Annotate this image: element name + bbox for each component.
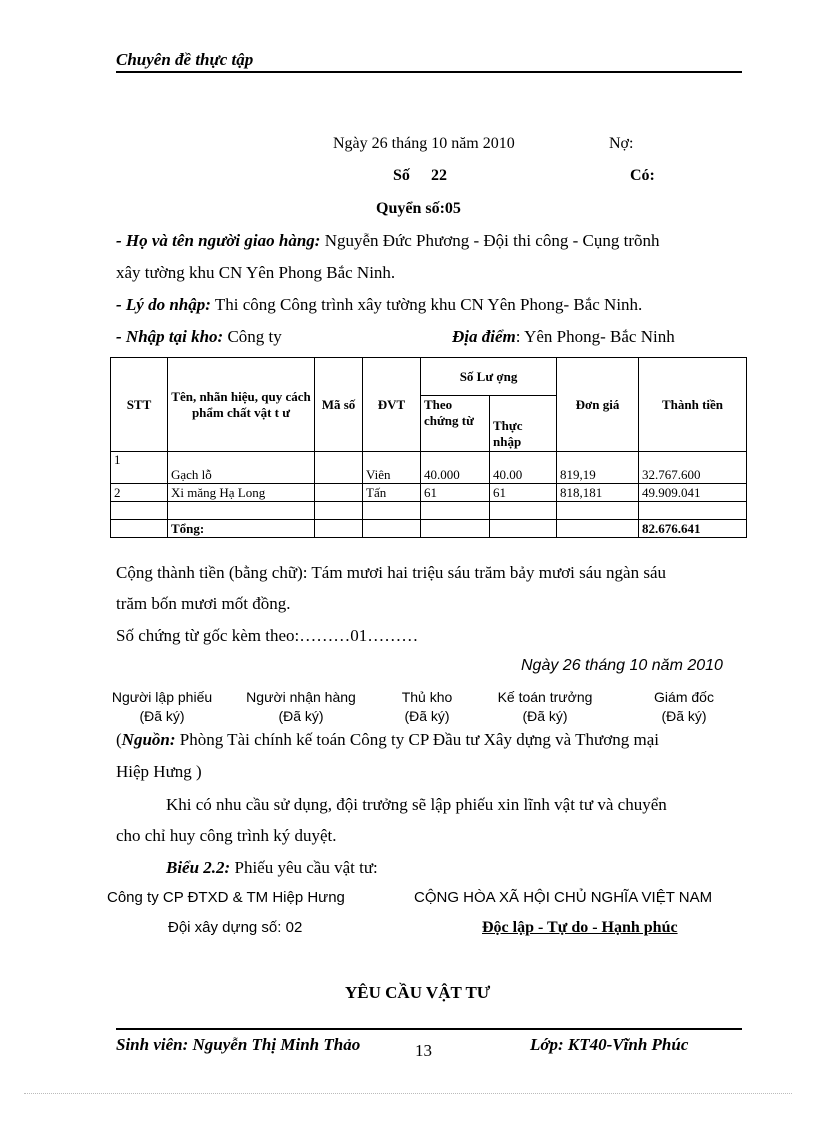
request-title: YÊU CẦU VẬT TƯ <box>345 983 491 1002</box>
col-amount: Thành tiền <box>639 358 747 452</box>
cell-price: 818,181 <box>557 484 639 502</box>
sign-date: Ngày 26 tháng 10 năm 2010 <box>521 657 723 674</box>
receipt-date: Ngày 26 tháng 10 năm 2010 <box>333 135 515 152</box>
cell-qty-doc: 40.000 <box>421 452 490 484</box>
header-rule <box>116 71 742 73</box>
debit-label: Nợ: <box>609 135 634 152</box>
col-name: Tên, nhãn hiệu, quy cách phẩm chất vật t ư <box>168 358 315 452</box>
table-row-empty <box>111 502 747 520</box>
col-code: Mã số <box>315 358 363 452</box>
deliverer-label: - Họ và tên người giao hàng: <box>116 231 321 250</box>
figure-text: Phiếu yêu cầu vật tư: <box>230 858 378 877</box>
signature-chief-accountant <box>486 688 604 726</box>
book-number: Quyển số:05 <box>376 200 461 217</box>
cell-amount: 49.909.041 <box>639 484 747 502</box>
col-qty-doc: Theo chứng từ <box>421 396 490 452</box>
receipt-table <box>110 357 747 538</box>
cell-name: Gạch lỗ <box>168 452 315 484</box>
signature-role: Kế toán trưởng <box>497 689 593 705</box>
credit-label: Có: <box>630 167 655 184</box>
body-paragraph-2: cho chỉ huy công trình ký duyệt. <box>116 826 337 845</box>
warehouse-line <box>116 327 282 347</box>
body-paragraph-1: Khi có nhu cầu sử dụng, đội trưởng sẽ lập phiếu xin lĩnh vật tư và chuyển <box>166 795 667 814</box>
receipt-number-value: 22 <box>431 167 447 184</box>
table-row <box>111 452 747 484</box>
source-text: Phòng Tài chính kế toán Công ty CP Đầu tư Xây dựng và Thương mại <box>175 730 660 749</box>
location-line <box>452 327 675 347</box>
signature-storekeeper <box>385 688 469 726</box>
deliverer-value: Nguyễn Đức Phương - Đội thi công - Cụng trõnh <box>324 231 660 250</box>
signature-status: (Đã ký) <box>661 708 707 724</box>
signature-role: Thủ kho <box>401 689 453 705</box>
signature-receiver <box>237 688 365 726</box>
cell-stt: 2 <box>111 484 168 502</box>
footer-class: Lớp: KT40-Vĩnh Phúc <box>530 1035 689 1054</box>
reason-value: Thi công Công trình xây tường khu CN Yên Phong- Bắc Ninh. <box>214 295 643 314</box>
col-price: Đơn giá <box>557 358 639 452</box>
warehouse-label: - Nhập tại kho: <box>116 327 224 346</box>
cell-code <box>315 452 363 484</box>
cell-qty-doc: 61 <box>421 484 490 502</box>
cell-unit: Viên <box>363 452 421 484</box>
cell-unit: Tấn <box>363 484 421 502</box>
source-open-paren: ( <box>116 730 122 749</box>
figure-label: Biểu 2.2: <box>166 858 231 877</box>
total-label: Tổng: <box>168 520 315 538</box>
request-team: Đội xây dựng số: 02 <box>168 919 303 936</box>
total-value: 82.676.641 <box>639 520 747 538</box>
col-unit: ĐVT <box>363 358 421 452</box>
signature-status: (Đã ký) <box>522 708 568 724</box>
source-line <box>116 730 659 750</box>
request-company: Công ty CP ĐTXD & TM Hiệp Hưng <box>107 889 345 906</box>
cell-name: Xi măng Hạ Long <box>168 484 315 502</box>
deliverer-line-2: xây tường khu CN Yên Phong Bắc Ninh. <box>116 263 396 282</box>
footer-student: Sinh viên: Nguyễn Thị Minh Thảo <box>116 1035 361 1054</box>
col-stt: STT <box>111 358 168 452</box>
source-line-2: Hiệp Hưng ) <box>116 762 202 781</box>
deliverer-line <box>116 231 660 251</box>
signature-role: Người nhận hàng <box>246 689 356 705</box>
signature-status: (Đã ký) <box>139 708 185 724</box>
warehouse-value: Công ty <box>227 327 282 346</box>
location-label: Địa điểm <box>452 327 516 346</box>
source-label: Nguồn: <box>121 730 176 749</box>
request-motto: Độc lập - Tự do - Hạnh phúc <box>482 919 678 936</box>
receipt-number-label: Số <box>393 167 410 184</box>
amount-words-line-1: Cộng thành tiền (bằng chữ): Tám mươi hai triệu sáu trăm bảy mươi sáu ngàn sáu <box>116 563 666 582</box>
table-total-row <box>111 520 747 538</box>
cell-amount: 32.767.600 <box>639 452 747 484</box>
cell-stt: 1 <box>111 452 168 484</box>
signature-director <box>640 688 728 726</box>
amount-words-line-2: trăm bốn mươi mốt đồng. <box>116 594 291 613</box>
signature-preparer <box>100 688 224 726</box>
figure-caption <box>166 858 378 878</box>
cell-qty-actual: 40.00 <box>490 452 557 484</box>
signature-role: Giám đốc <box>654 689 714 705</box>
request-republic: CỘNG HÒA XÃ HỘI CHỦ NGHĨA VIỆT NAM <box>414 889 713 906</box>
cell-qty-actual: 61 <box>490 484 557 502</box>
table-row <box>111 484 747 502</box>
reason-line <box>116 295 642 315</box>
reason-label: - Lý do nhập: <box>116 295 211 314</box>
cell-code <box>315 484 363 502</box>
location-value: : Yên Phong- Bắc Ninh <box>515 327 675 346</box>
col-qty-actual: Thực nhập <box>490 396 557 452</box>
document-header: Chuyên đề thực tập <box>116 50 254 69</box>
signature-role: Người lập phiếu <box>111 689 213 705</box>
signature-status: (Đã ký) <box>278 708 324 724</box>
cell-price: 819,19 <box>557 452 639 484</box>
signature-status: (Đã ký) <box>404 708 450 724</box>
footer-page-number: 13 <box>415 1041 432 1060</box>
page-bottom-dotted-line <box>24 1093 792 1094</box>
attached-docs: Số chứng từ gốc kèm theo:………01……… <box>116 626 419 645</box>
col-qty: Số Lư ợng <box>421 358 557 396</box>
footer-rule <box>116 1028 742 1030</box>
